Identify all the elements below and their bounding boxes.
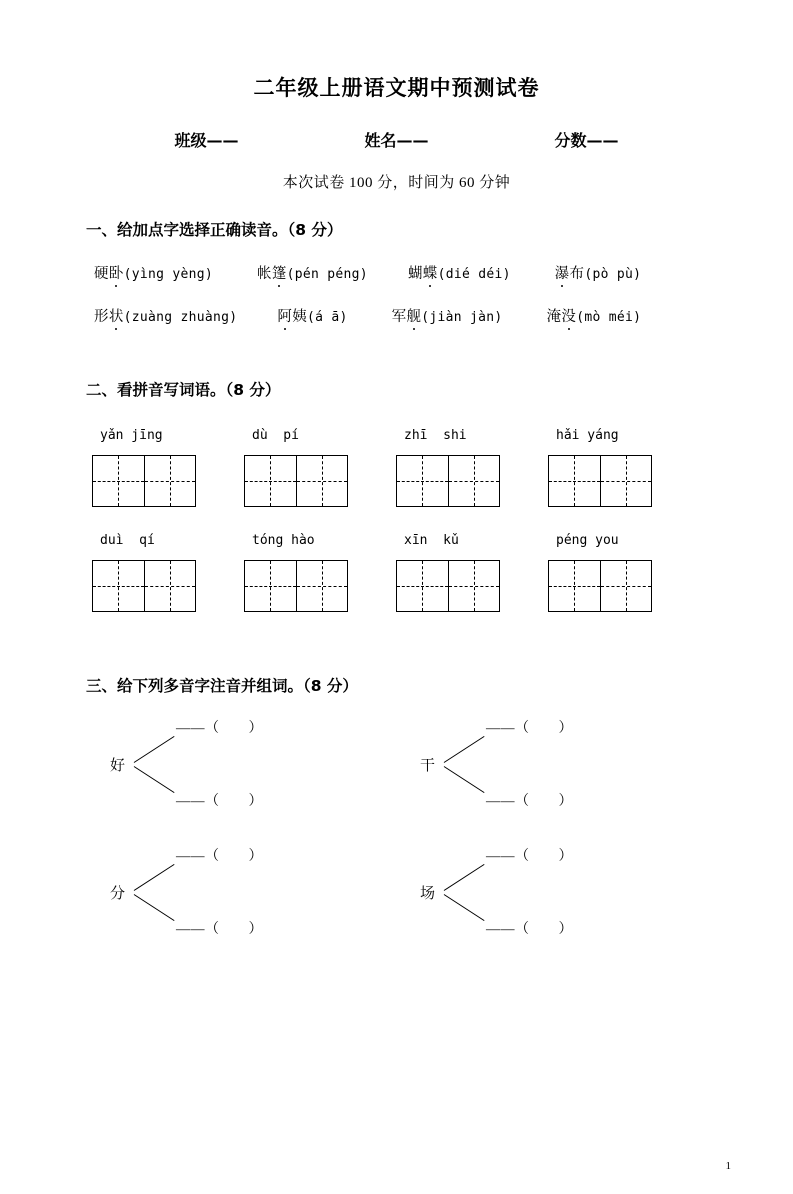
word-writing-block [92, 428, 244, 507]
score-field: 分数—— [554, 131, 619, 150]
duoyinzi-char: 分 [110, 884, 126, 902]
hanzi-char: 形 [94, 309, 109, 325]
exam-subtitle: 本次试卷 100 分，时间为 60 分钟 [282, 175, 511, 191]
section-2-row-1 [72, 428, 721, 507]
tianzige-box[interactable] [548, 560, 652, 612]
tianzige-cell[interactable] [397, 456, 448, 506]
hanzi-char: 状 [109, 305, 124, 326]
branch-line-lower [134, 894, 175, 921]
pinyin-label: xīn kǔ [404, 533, 459, 548]
pinyin-choice-item[interactable] [94, 305, 237, 326]
branch-line-upper [134, 864, 175, 891]
student-info-row [72, 128, 721, 151]
hanzi-char: 阿 [277, 305, 292, 326]
hanzi-char: 布 [569, 266, 585, 282]
hanzi-char: 篷 [272, 262, 287, 283]
section-1-line-1 [72, 262, 721, 283]
word-writing-block [548, 428, 700, 507]
hanzi-char: 蝴 [407, 266, 423, 282]
page-number: 1 [725, 1160, 731, 1172]
pinyin-choice-item[interactable] [408, 262, 511, 283]
tianzige-cell[interactable] [296, 561, 347, 611]
pinyin-choice-item[interactable] [392, 305, 503, 326]
branch-line-lower [134, 766, 175, 793]
tianzige-box[interactable] [396, 560, 500, 612]
tianzige-box[interactable] [92, 560, 196, 612]
answer-blank-upper[interactable]: ——（ ） [176, 721, 263, 736]
pinyin-options: (mò méi) [576, 310, 642, 325]
tianzige-cell[interactable] [600, 456, 651, 506]
pinyin-options: (pò pù) [584, 267, 642, 282]
duoyinzi-char: 场 [420, 884, 436, 902]
pinyin-label: tóng hào [252, 533, 315, 548]
class-field: 班级—— [174, 131, 239, 150]
duoyinzi-item [92, 838, 392, 948]
word-writing-block [396, 533, 548, 612]
tianzige-cell[interactable] [549, 561, 600, 611]
hanzi-char: 淹 [546, 309, 562, 325]
branch-line-upper [444, 864, 485, 891]
tianzige-cell[interactable] [296, 456, 347, 506]
hanzi-char: 卧 [109, 262, 124, 283]
word-writing-block [92, 533, 244, 612]
hanzi-char: 军 [391, 309, 407, 325]
pinyin-options: (dié déi) [437, 267, 511, 282]
pinyin-options: (zuàng zhuàng) [123, 310, 238, 325]
tianzige-cell[interactable] [245, 456, 296, 506]
tianzige-cell[interactable] [448, 456, 499, 506]
answer-blank-lower[interactable]: ——（ ） [176, 922, 263, 937]
tianzige-cell[interactable] [448, 561, 499, 611]
pinyin-choice-item[interactable] [547, 305, 642, 326]
word-writing-block [548, 533, 700, 612]
pinyin-options: (jiàn jàn) [421, 310, 503, 325]
hanzi-char: 硬 [94, 266, 109, 282]
tianzige-box[interactable] [244, 560, 348, 612]
word-writing-block [244, 533, 396, 612]
exam-page [0, 72, 793, 1194]
tianzige-cell[interactable] [93, 561, 144, 611]
page-title: 二年级上册语文期中预测试卷 [253, 76, 540, 100]
name-field: 姓名—— [364, 131, 429, 150]
branch-line-lower [444, 766, 485, 793]
hanzi-char: 瀑 [555, 262, 570, 283]
section-3-heading: 三、给下列多音字注音并组词。（8 分） [86, 677, 358, 695]
branch-line-lower [444, 894, 485, 921]
tianzige-cell[interactable] [144, 561, 195, 611]
answer-blank-lower[interactable]: ——（ ） [486, 794, 573, 809]
pinyin-choice-item[interactable] [277, 305, 347, 326]
hanzi-char: 帐 [257, 266, 272, 282]
tianzige-box[interactable] [92, 455, 196, 507]
pinyin-options: (pén péng) [286, 267, 368, 282]
pinyin-label: duì qí [100, 533, 155, 548]
hanzi-char: 舰 [406, 305, 421, 326]
tianzige-cell[interactable] [93, 456, 144, 506]
pinyin-label: péng you [556, 533, 619, 548]
section-3-items [72, 710, 721, 960]
branch-line-upper [444, 736, 485, 763]
hanzi-char: 姨 [292, 309, 308, 325]
pinyin-choice-item[interactable] [94, 262, 213, 283]
section-2-heading: 二、看拼音写词语。（8 分） [86, 381, 281, 399]
word-writing-block [244, 428, 396, 507]
answer-blank-upper[interactable]: ——（ ） [486, 721, 573, 736]
duoyinzi-char: 干 [420, 756, 436, 774]
hanzi-char: 蝶 [423, 262, 438, 283]
pinyin-label: zhī shi [404, 428, 467, 443]
section-2-row-2 [72, 533, 721, 612]
tianzige-box[interactable] [396, 455, 500, 507]
tianzige-cell[interactable] [245, 561, 296, 611]
pinyin-label: hǎi yáng [556, 428, 619, 443]
pinyin-choice-item[interactable] [257, 262, 368, 283]
hanzi-char: 没 [561, 305, 576, 326]
pinyin-choice-item[interactable] [555, 262, 642, 283]
pinyin-options: (yìng yèng) [123, 267, 214, 282]
branch-line-upper [134, 736, 175, 763]
tianzige-box[interactable] [244, 455, 348, 507]
section-1-heading: 一、给加点字选择正确读音。（8 分） [86, 221, 343, 239]
duoyinzi-item [402, 838, 702, 948]
answer-blank-lower[interactable]: ——（ ） [486, 922, 573, 937]
tianzige-cell[interactable] [144, 456, 195, 506]
duoyinzi-item [402, 710, 702, 820]
answer-blank-upper[interactable]: ——（ ） [176, 849, 263, 864]
pinyin-label: dù pí [252, 428, 299, 443]
tianzige-cell[interactable] [600, 561, 651, 611]
duoyinzi-char: 好 [110, 756, 126, 774]
pinyin-options: (á ā) [307, 310, 348, 325]
word-writing-block [396, 428, 548, 507]
duoyinzi-item [92, 710, 392, 820]
pinyin-label: yǎn jīng [100, 428, 163, 443]
section-1-line-2 [72, 305, 721, 326]
answer-blank-upper[interactable]: ——（ ） [486, 849, 573, 864]
answer-blank-lower[interactable]: ——（ ） [176, 794, 263, 809]
tianzige-box[interactable] [548, 455, 652, 507]
tianzige-cell[interactable] [549, 456, 600, 506]
tianzige-cell[interactable] [397, 561, 448, 611]
